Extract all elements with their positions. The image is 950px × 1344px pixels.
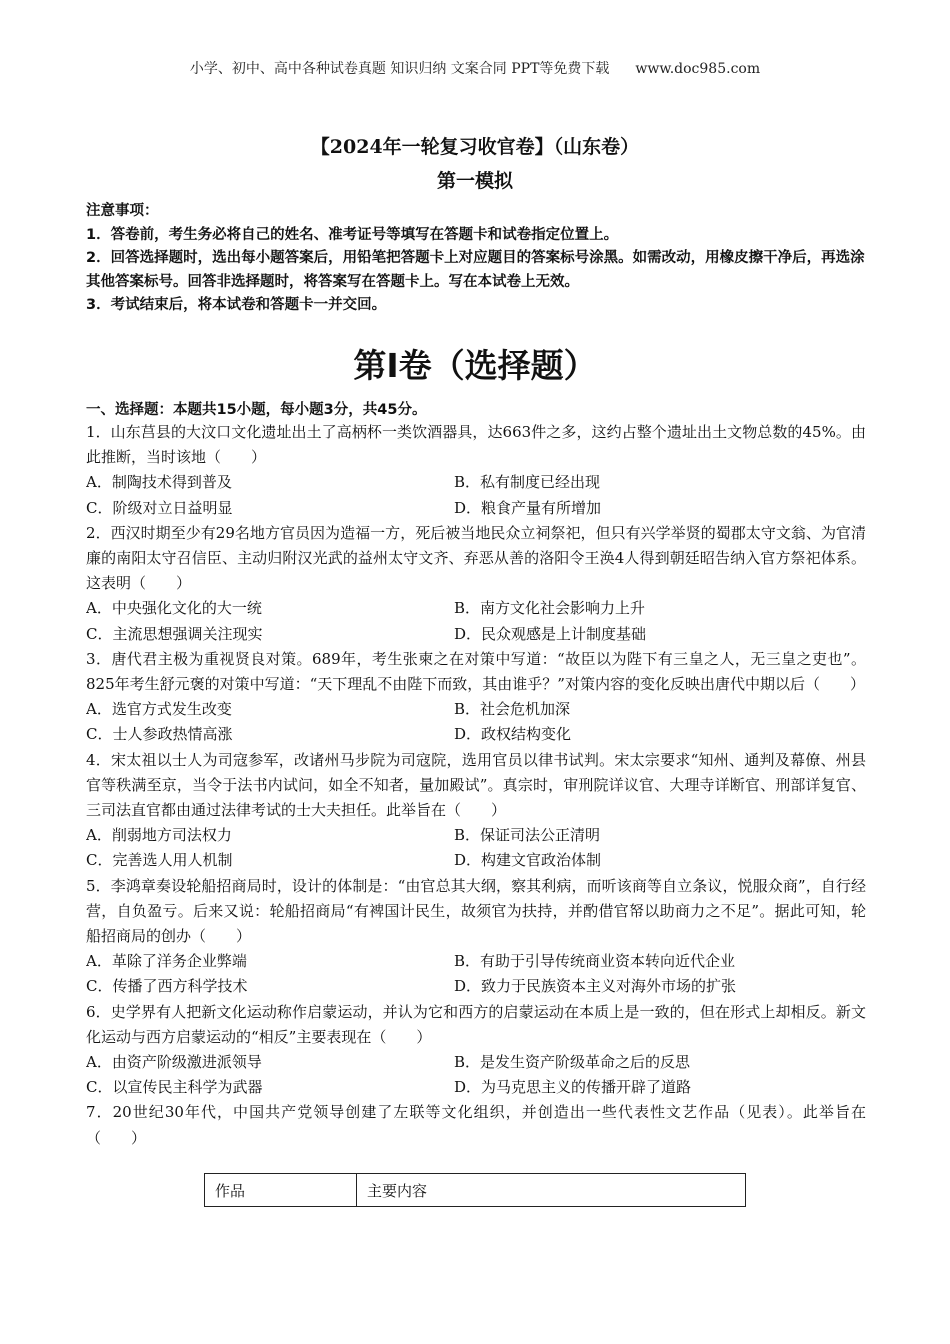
option-b: B．私有制度已经出现 <box>454 473 601 492</box>
option-a: A．削弱地方司法权力 <box>86 826 232 845</box>
option-grid <box>86 949 866 999</box>
option-a: A．选官方式发生改变 <box>86 700 232 719</box>
option-a: A．由资产阶级激进派领导 <box>86 1053 262 1072</box>
notice-item: 3．考试结束后，将本试卷和答题卡一并交回。 <box>86 297 387 313</box>
option-b: B．保证司法公正清明 <box>454 826 601 845</box>
option-a: A．制陶技术得到普及 <box>86 473 232 492</box>
option-b: B．有助于引导传统商业资本转向近代企业 <box>454 952 736 971</box>
option-c: C．阶级对立日益明显 <box>86 498 233 517</box>
option-c: C．传播了西方科学技术 <box>86 977 248 996</box>
question-stem: 3．唐代君主极为重视贤良对策。689年，考生张柬之在对策中写道：“故臣以为陛下有三皇之人，无三皇之吏也”。825年考生舒元褒的对策中写道：“天下理乱不由陛下而致，其由谁乎？”对策内容的变化反映出唐代中期以后（ ） <box>86 649 866 694</box>
question-6 <box>86 1000 866 1101</box>
option-b: B．社会危机加深 <box>454 700 571 719</box>
notice-block <box>86 200 866 318</box>
option-grid <box>86 470 866 520</box>
option-d: D．为马克思主义的传播开辟了道路 <box>454 1078 692 1097</box>
question-3 <box>86 647 866 748</box>
question-stem: 1．山东莒县的大汶口文化遗址出土了高柄杯一类饮酒器具，达663件之多，这约占整个遗址出土文物总数的45%。由此推断，当时该地（ ） <box>86 423 866 467</box>
option-d: D．政权结构变化 <box>454 725 572 744</box>
question-5 <box>86 874 866 1000</box>
option-grid <box>86 823 866 873</box>
option-d: D．致力于民族资本主义对海外市场的扩张 <box>454 977 737 996</box>
notice-item: 1．答卷前，考生务必将自己的姓名、准考证号等填写在答题卡和试卷指定位置上。 <box>86 226 619 243</box>
header-url[interactable]: www.doc985.com <box>635 61 761 77</box>
question-list <box>86 420 866 1151</box>
option-b: B．南方文化社会影响力上升 <box>454 599 646 618</box>
option-grid <box>86 1050 866 1100</box>
question-4 <box>86 748 866 874</box>
notice-heading: 注意事项： <box>86 203 159 219</box>
page-header <box>0 58 950 78</box>
option-d: D．粮食产量有所增加 <box>454 498 602 517</box>
question-stem: 5．李鸿章奏设轮船招商局时，设计的体制是：“由官总其大纲，察其利病，而听该商等自立条议，悦服众商”，自行经营，自负盈亏。后来又说：轮船招商局“有裨国计民生，故须官为扶持，并酌借官帑以助商力之不足”。据此可知，轮船招商局的创办（ ） <box>86 876 866 946</box>
option-grid <box>86 697 866 747</box>
option-a: A．革除了洋务企业弊端 <box>86 952 247 971</box>
question-7 <box>86 1100 866 1150</box>
option-d: D．民众观感是上计制度基础 <box>454 624 647 643</box>
option-c: C．士人参政热情高涨 <box>86 725 233 744</box>
question-stem: 4．宋太祖以士人为司寇参军，改诸州马步院为司寇院，选用官员以律书试判。宋太宗要求“知州、通判及幕僚、州县官等秩满至京，当令于法书内试问，如全不知者，量加殿试”。真宗时，审刑院详议官、大理寺详断官、刑部详复官、三司法直官都由通过法律考试的士大夫担任。此举旨在（ ） <box>86 750 866 820</box>
section-title: 第Ⅰ卷（选择题） <box>353 346 597 385</box>
question-stem: 2．西汉时期至少有29名地方官员因为造福一方，死后被当地民众立祠祭祀，但只有兴学举贤的蜀郡太守文翁、为官清廉的南阳太守召信臣、主动归附汉光武的益州太守文齐、弃恶从善的洛阳令王涣4人得到朝廷昭告纳入官方祭祀体系。这表明（ ） <box>86 523 866 593</box>
table-header-cell: 作品 <box>205 1174 357 1207</box>
option-a: A．中央强化文化的大一统 <box>86 599 262 618</box>
question-stem: 7．20世纪30年代，中国共产党领导创建了左联等文化组织，并创造出一些代表性文艺作品（见表）。此举旨在（ ） <box>86 1103 866 1147</box>
option-d: D．构建文官政治体制 <box>454 851 602 870</box>
question-2 <box>86 521 866 647</box>
notice-item: 2．回答选择题时，选出每小题答案后，用铅笔把答题卡上对应题目的答案标号涂黑。如需改动，用橡皮擦干净后，再选涂其他答案标号。回答非选择题时，将答案写在答题卡上。写在本试卷上无效。 <box>86 250 865 290</box>
table-header-row <box>205 1174 746 1207</box>
option-b: B．是发生资产阶级革命之后的反思 <box>454 1053 691 1072</box>
part-heading: 一、选择题：本题共15小题，每小题3分，共45分。 <box>86 402 427 418</box>
header-text: 小学、初中、高中各种试卷真题 知识归纳 文案合同 PPT等免费下载 <box>189 61 610 77</box>
question-stem: 6．史学界有人把新文化运动称作启蒙运动，并认为它和西方的启蒙运动在本质上是一致的，但在形式上却相反。新文化运动与西方启蒙运动的“相反”主要表现在（ ） <box>86 1002 866 1046</box>
exam-title: 【2024年一轮复习收官卷】（山东卷） <box>310 136 640 158</box>
option-c: C．主流思想强调关注现实 <box>86 624 263 643</box>
option-c: C．以宣传民主科学为武器 <box>86 1078 263 1097</box>
table-header-cell: 主要内容 <box>357 1174 746 1207</box>
exam-subtitle: 第一模拟 <box>436 170 513 192</box>
option-c: C．完善选人用人机制 <box>86 851 233 870</box>
option-grid <box>86 596 866 646</box>
question-1 <box>86 420 866 521</box>
works-table <box>204 1173 746 1207</box>
